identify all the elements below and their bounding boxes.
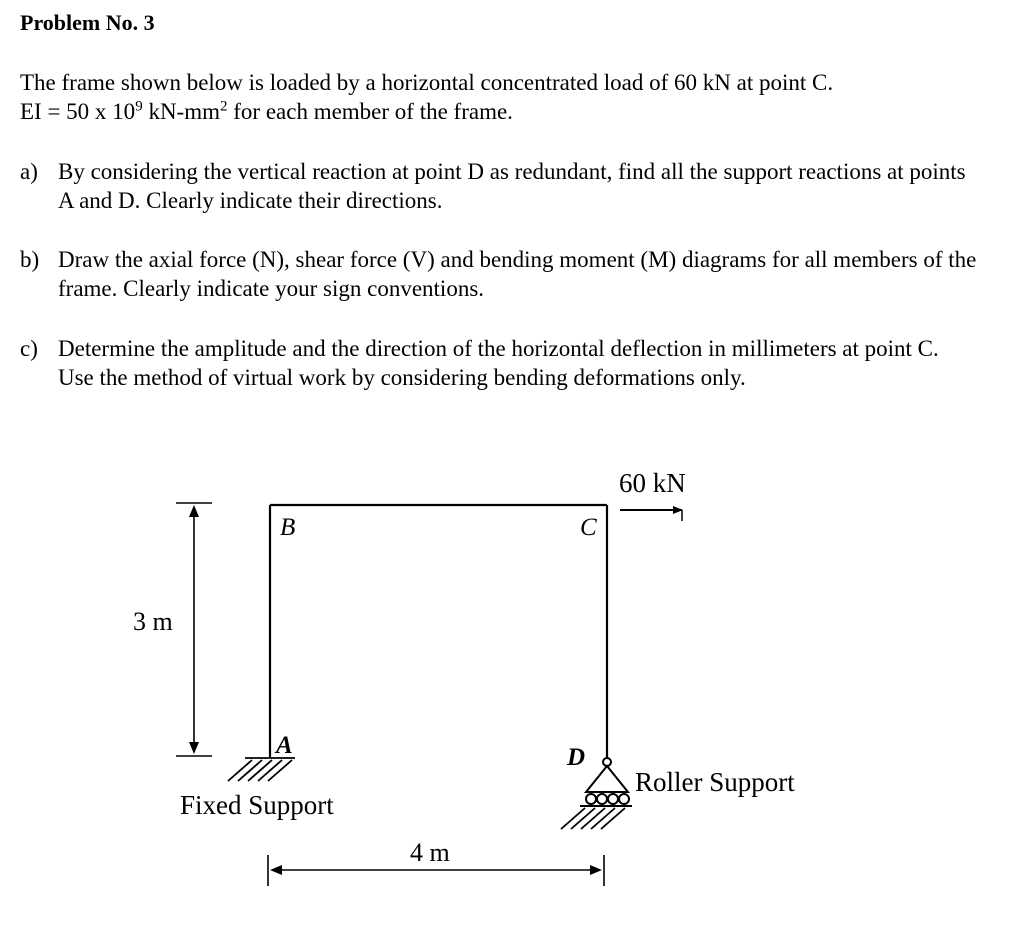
question-text: By considering the vertical reaction at point D as redundant, find all the support reactions at points A and D. Clearly indicate their directions. — [58, 159, 966, 213]
label-d: D — [567, 744, 586, 771]
height-label: 3 m — [133, 607, 173, 636]
load-label: 60 kN — [619, 468, 686, 498]
question-letter: a) — [20, 159, 38, 184]
dim-arrow-right-icon — [590, 865, 602, 875]
support-triangle — [586, 766, 628, 792]
question-letter: c) — [20, 336, 38, 361]
ei-suffix: for each member of the frame. — [227, 99, 513, 124]
question-letter: b) — [20, 247, 40, 272]
label-c: C — [580, 514, 597, 541]
intro-line: The frame shown below is loaded by a horizontal concentrated load of 60 kN at point C. — [20, 70, 834, 95]
load-arrow — [620, 510, 682, 521]
fixed-support-label: Fixed Support — [180, 790, 334, 820]
dim-arrow-left-icon — [270, 865, 282, 875]
ei-exponent: 9 — [135, 98, 143, 115]
ei-prefix: EI = 50 x 10 — [20, 99, 136, 124]
ei-unit: kN-mm — [142, 99, 220, 124]
roller-support-label: Roller Support — [635, 767, 795, 797]
width-label: 4 m — [410, 838, 450, 867]
dim-arrow-down-icon — [189, 742, 199, 754]
ei-unit-exponent: 2 — [220, 98, 228, 115]
frame-members — [270, 505, 607, 760]
problem-heading: Problem No. 3 — [20, 10, 155, 35]
fixed-support-icon — [228, 758, 295, 781]
question-text: Determine the amplitude and the direction of the horizontal deflection in millimeters at point C. Use the method of virtual work by considering bending deformations only. — [58, 336, 939, 390]
label-b: B — [280, 514, 296, 541]
dim-arrow-up-icon — [189, 505, 199, 517]
height-dimension — [176, 503, 212, 756]
question-text: Draw the axial force (N), shear force (V) and bending moment (M) diagrams for all members of the frame. Clearly indicate your sign conventions. — [58, 247, 977, 301]
label-a: A — [276, 732, 293, 759]
